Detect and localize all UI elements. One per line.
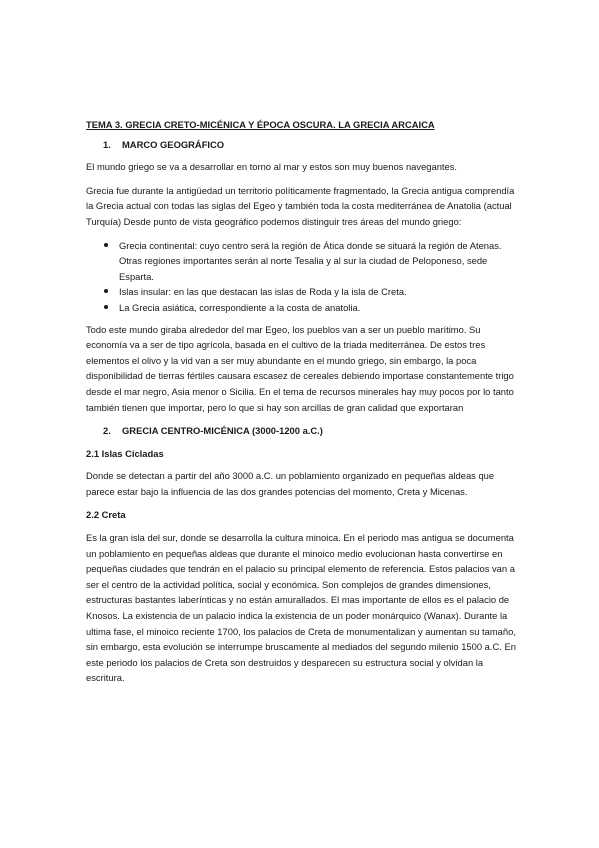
section-label: GRECIA CENTRO-MICÉNICA (3000-1200 a.C.) [122, 425, 323, 437]
paragraph: El mundo griego se va a desarrollar en torno al mar y estos son muy buenos navegantes. [86, 161, 458, 173]
list-item: Islas insular: en las que destacan las islas de Roda y la isla de Creta. [86, 284, 516, 300]
subsection-heading: 2.2 Creta [86, 509, 126, 521]
bullet-icon [104, 305, 108, 309]
section-heading-2 [86, 423, 516, 439]
bullet-list [86, 238, 516, 316]
bullet-icon [104, 289, 108, 293]
section-number: 2. [103, 425, 111, 437]
document-body [86, 117, 516, 694]
subsection-heading: 2.1 Islas Cícladas [86, 447, 164, 459]
paragraph: Grecia fue durante la antigüedad un territorio políticamente fragmentado, la Grecia antigua comprendía la Grecia actual con todas las siglas del Egeo y también toda la costa mediterránea de Anatolia (actual Turquía) Desde punto de vista geográfico podemos distinguir tres áreas del mundo griego: [86, 184, 515, 227]
section-heading-1 [86, 137, 516, 153]
paragraph: Todo este mundo giraba alrededor del mar Egeo, los pueblos van a ser un pueblo marítimo. Su economía va a ser de tipo agrícola, basada en el cultivo de la triada mediterránea. De estos tres elementos el olivo y la vid van a ser muy abundante en el mundo griego, sin embargo, la poca disponibilidad de tierras fértiles causara escasez de cereales debiendo importase constantemente trigo desde el mar negro, Asia menor o Sicilia. En el tema de recursos minerales hay muy pocos por lo tanto también tienen que importar, pero lo que si hay son arcillas de gran calidad que exportaran [86, 323, 514, 413]
paragraph: Es la gran isla del sur, donde se desarrolla la cultura minoica. En el periodo mas antigua se documenta un poblamiento en pequeñas aldeas que durante el minoico medio evolucionan hasta convertirse en pequeñas ciudades que tendrán en el palacio su principal elemento de referencia. Estos palacios van a ser el centro de la actividad política, social y económica. Son complejos de grandes dimensiones, estructuras bastantes laberínticas y no están amurallados. El mas importante de ellos es el palacio de Knosos. La existencia de un palacio indica la existencia de un poder monárquico (Wanax). Durante la ultima fase, el minoico reciente 1700, los palacios de Creta de monumentalizan y aumentan su tamaño, sin embargo, esta evolución se interrumpe bruscamente al mediados del segundo milenio 1500 a.C. En este periodo los palacios de Creta son destruidos y desparecen su estructura social y olvidan la escritura. [86, 532, 516, 684]
paragraph: Donde se detectan a partir del año 3000 a.C. un poblamiento organizado en pequeñas aldeas que parece estar bajo la influencia de las dos grandes potencias del momento, Creta y Micenas. [86, 470, 495, 497]
list-item: Grecia continental: cuyo centro será la región de Ática donde se situará la región de Atenas. Otras regiones importantes serán al norte Tesalia y al sur la ciudad de Peloponeso, sede Esparta. [86, 238, 516, 285]
section-label: MARCO GEOGRÁFICO [122, 138, 225, 150]
section-number: 1. [103, 138, 111, 150]
bullet-icon [104, 243, 108, 247]
document-title: TEMA 3. GRECIA CRETO-MICÉNICA Y ÉPOCA OSCURA. LA GRECIA ARCAICA [86, 119, 435, 130]
list-item: La Grecia asiática, correspondiente a la costa de anatolia. [86, 300, 516, 316]
